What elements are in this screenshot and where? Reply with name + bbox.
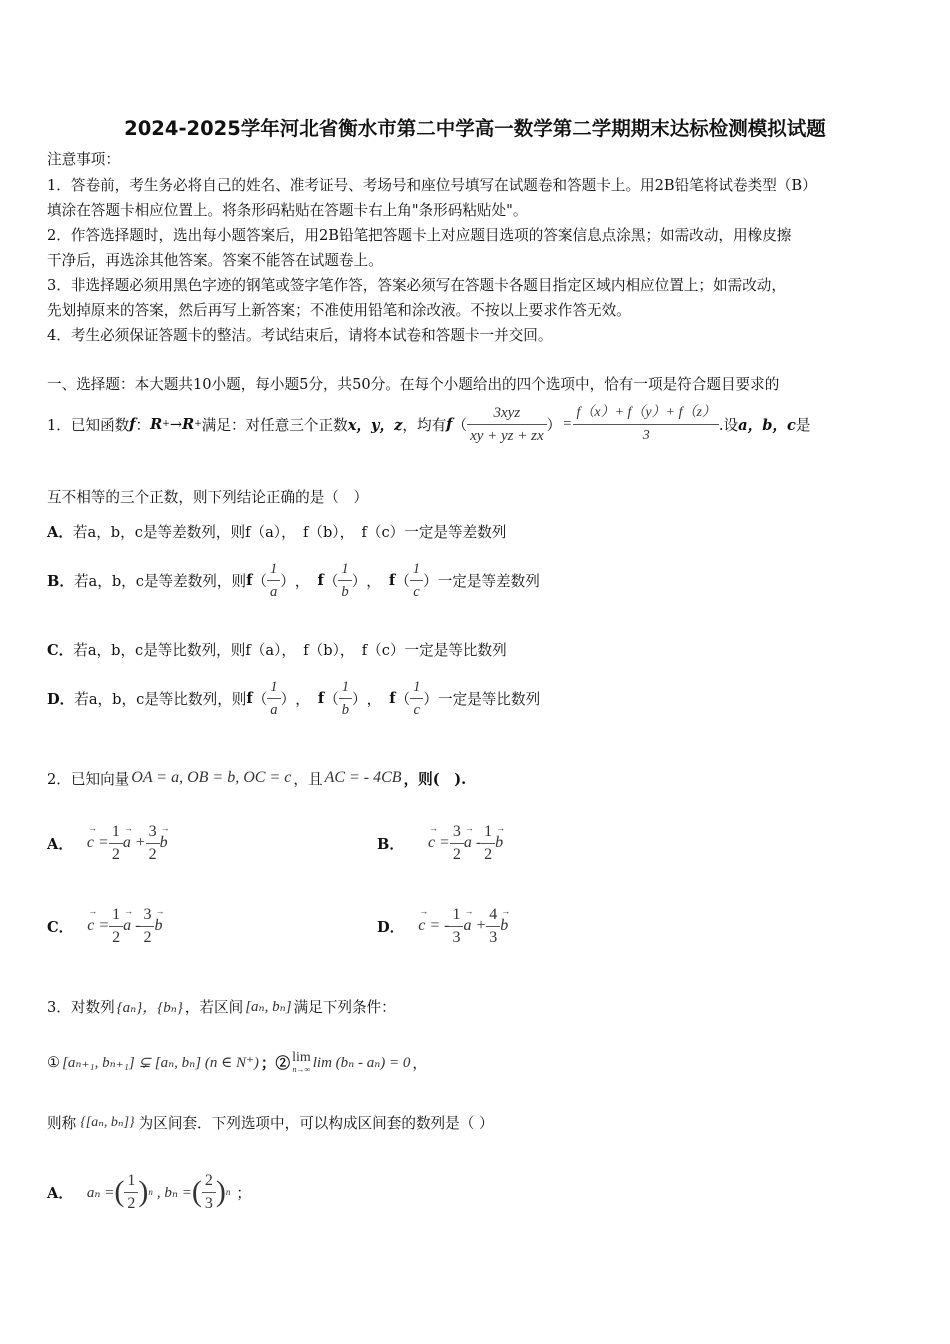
q1-fraction-2: $\frac{f(x)+ f(y)+ f(z)}{3}$	[573, 402, 718, 447]
q3-line-3: 则称 {[aₙ, bₙ]} 为区间套．下列选项中，可以构成区间套的数列是（ ）	[47, 1114, 494, 1132]
q1-text-e: 是	[795, 416, 811, 434]
q1-function: f	[129, 415, 136, 433]
q2-option-d[interactable]: D． → c = - $\frac{1}{3}$ → a + $\frac{4}{3}$ → b	[377, 901, 508, 951]
q1-arrow: →	[169, 415, 183, 433]
q1-f: f	[446, 415, 453, 433]
q2-relation: AC = - 4CB	[324, 769, 402, 786]
q2-option-c[interactable]: C． → c = $\frac{1}{2}$ → a - $\frac{3}{2}$ → b	[47, 901, 162, 951]
q2-option-a[interactable]: A． → c = $\frac{1}{2}$ → a + $\frac{3}{2}$ → b	[47, 818, 168, 868]
q1-text-a: 1．已知函数	[47, 416, 130, 434]
q3-interval: [aₙ, bₙ]	[245, 998, 292, 1015]
q1-option-c[interactable]: C．若a，b，c是等比数列，则f（a）， f（b）， f（c）一定是等比数列	[47, 642, 507, 659]
page-title: 2024-2025学年河北省衡水市第二中学高一数学第二学期期末达标检测模拟试题	[124, 117, 826, 140]
notice-line: 3．非选择题必须用黑色字迹的钢笔或签字笔作答，答案必须写在答题卡各题目指定区域内相应位置上；如需改动，	[47, 277, 786, 294]
notice-line: 4．考生必须保证答题卡的整洁。考试结束后，请将本试卷和答题卡一并交回。	[47, 327, 553, 344]
question-1-stem: 1．已知函数 f ： R + → R + 满足：对任意三个正数 x，y，z ，均有 f （ $\frac{\text{3xyz}}{xy + yz + zx}$ ） = $\frac{f(x)+ f(y)+ f(z)}{3}$ .设 a，b，c 是	[47, 398, 811, 450]
q1-codomain: R	[182, 415, 195, 433]
notice-line: 填涂在答题卡相应位置上。将条形码粘贴在答题卡右上角"条形码粘贴处"。	[47, 202, 528, 219]
q1-line-2: 互不相等的三个正数，则下列结论正确的是（ ）	[47, 489, 369, 506]
q3-condition-2: lim (bₙ - aₙ) = 0	[312, 1054, 411, 1071]
q1-text-c: ，均有	[402, 416, 447, 434]
question-2-stem: 2．已知向量 OA = a, OB = b, OC = c ，且 AC = - 4CB ，则( ).	[47, 769, 467, 788]
q1-fraction-1: $\frac{\text{3xyz}}{xy + yz + zx}$	[467, 402, 547, 447]
q1-option-b[interactable]: B． 若a，b，c是等差数列，则 f （ $\frac{1}{a}$ ） ， f （ $\frac{1}{b}$ ） ， f （ $\frac{1}{c}$ ） 一定是等差数列	[47, 555, 540, 605]
notice-line: 干净后，再选涂其他答案。答案不能答在试题卷上。	[47, 252, 383, 269]
notice-heading: 注意事项：	[47, 151, 120, 168]
notice-line: 2．作答选择题时，选出每小题答案后，用2B铅笔把答题卡上对应题目选项的答案信息点涂黑；如需改动，用橡皮擦	[47, 227, 792, 244]
q1-abc: a，b，c	[738, 416, 796, 434]
notice-line: 先划掉原来的答案，然后再写上新答案；不准使用铅笔和涂改液。不按以上要求作答无效。	[47, 302, 631, 319]
q3-option-a[interactable]: A． aₙ = ( $\frac{1}{2}$ ) n , bₙ = ( $\frac{2}{3}$ ) n ；	[47, 1171, 251, 1212]
q1-text-b: 满足：对任意三个正数	[201, 416, 348, 434]
question-3-stem: 3．对数列 {aₙ}，{bₙ} ，若区间 [aₙ, bₙ] 满足下列条件：	[47, 988, 396, 1024]
q2-vectors: OA = a, OB = b, OC = c	[131, 769, 292, 786]
q1-domain: R	[150, 415, 163, 433]
q3-condition-1: [aₙ₊₁, bₙ₊₁] ⊊ [aₙ, bₙ] (n ∈ N⁺)	[62, 1054, 259, 1071]
q3-nested-intervals: {[aₙ, bₙ]}	[80, 1114, 135, 1130]
notice-line: 1．答卷前，考生务必将自己的姓名、准考证号、考场号和座位号填写在试题卷和答题卡上。用2B铅笔将试卷类型（B）	[47, 177, 817, 194]
q1-vars: x，y，z	[347, 416, 403, 434]
q1-option-d[interactable]: D． 若a，b，c是等比数列，则 f （ $\frac{1}{a}$ ） ， f （ $\frac{1}{b}$ ） ， f （ $\frac{1}{c}$ ） 一定是等比数列	[47, 673, 540, 723]
q3-sequences: {aₙ}，{bₙ}	[116, 999, 183, 1016]
q2-option-b[interactable]: B． → c = $\frac{3}{2}$ → a - $\frac{1}{2}$ → b	[377, 818, 503, 868]
q3-conditions: ① [aₙ₊₁, bₙ₊₁] ⊊ [aₙ, bₙ] (n ∈ N⁺) ；② lim n→∞ lim (bₙ - aₙ) = 0 ，	[47, 1049, 428, 1074]
q1-text-d: .设	[718, 416, 739, 434]
q1-option-a[interactable]: A．若a，b，c是等差数列，则f（a）， f（b）， f（c）一定是等差数列	[47, 524, 507, 541]
section-heading: 一、选择题：本大题共10小题，每小题5分，共50分。在每个小题给出的四个选项中，恰有一项是符合题目要求的	[47, 376, 780, 393]
